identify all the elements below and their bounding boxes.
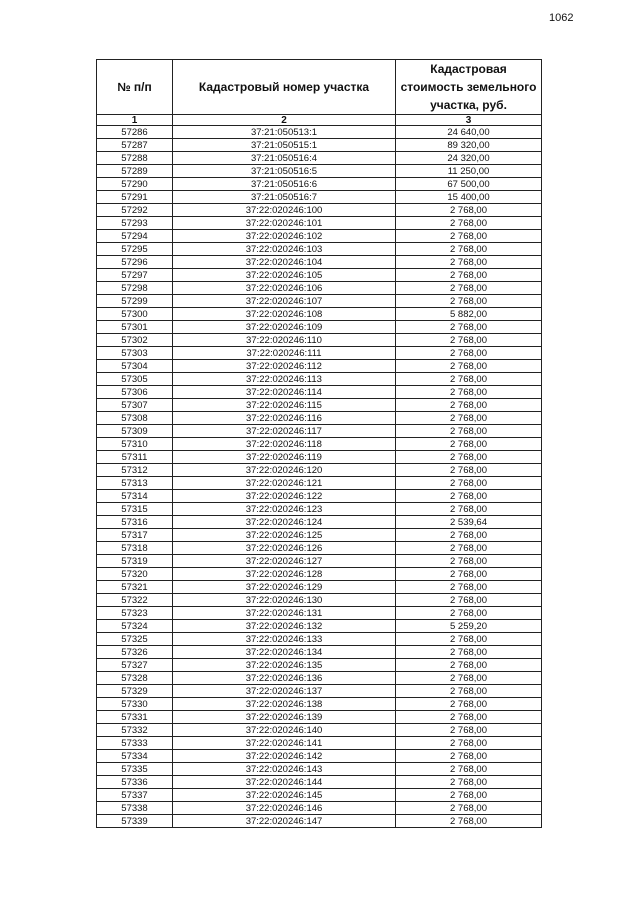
cell-cadastral-value: 11 250,00 — [396, 165, 542, 178]
cell-cadastral-number: 37:22:020246:112 — [173, 360, 396, 373]
table-row — [97, 360, 542, 373]
cell-cadastral-value: 67 500,00 — [396, 178, 542, 191]
cell-cadastral-number: 37:22:020246:134 — [173, 646, 396, 659]
cell-cadastral-value: 2 768,00 — [396, 256, 542, 269]
cell-cadastral-number: 37:21:050516:7 — [173, 191, 396, 204]
cell-cadastral-value: 2 768,00 — [396, 646, 542, 659]
cell-cadastral-value: 89 320,00 — [396, 139, 542, 152]
table-row — [97, 594, 542, 607]
cell-row-number: 57312 — [97, 464, 173, 477]
column-number-row — [97, 115, 542, 126]
cell-cadastral-number: 37:22:020246:144 — [173, 776, 396, 789]
table-row — [97, 165, 542, 178]
cell-cadastral-value: 2 768,00 — [396, 217, 542, 230]
cell-cadastral-value: 2 768,00 — [396, 503, 542, 516]
cell-cadastral-value: 2 768,00 — [396, 451, 542, 464]
cell-row-number: 57327 — [97, 659, 173, 672]
table-row — [97, 139, 542, 152]
table-row — [97, 776, 542, 789]
cell-cadastral-number: 37:22:020246:146 — [173, 802, 396, 815]
cell-cadastral-number: 37:22:020246:121 — [173, 477, 396, 490]
cell-row-number: 57329 — [97, 685, 173, 698]
cell-cadastral-number: 37:22:020246:124 — [173, 516, 396, 529]
cell-cadastral-value: 24 640,00 — [396, 126, 542, 139]
cell-row-number: 57326 — [97, 646, 173, 659]
cell-row-number: 57295 — [97, 243, 173, 256]
table-row — [97, 451, 542, 464]
table-row — [97, 321, 542, 334]
cell-cadastral-value: 2 768,00 — [396, 438, 542, 451]
cell-row-number: 57288 — [97, 152, 173, 165]
cell-cadastral-value: 2 768,00 — [396, 490, 542, 503]
cell-cadastral-value: 2 768,00 — [396, 334, 542, 347]
cell-cadastral-number: 37:21:050516:6 — [173, 178, 396, 191]
cell-cadastral-number: 37:21:050516:5 — [173, 165, 396, 178]
cell-cadastral-value: 2 768,00 — [396, 243, 542, 256]
table-row — [97, 191, 542, 204]
cell-row-number: 57293 — [97, 217, 173, 230]
cell-cadastral-number: 37:22:020246:130 — [173, 594, 396, 607]
cell-cadastral-value: 2 768,00 — [396, 386, 542, 399]
cell-cadastral-number: 37:22:020246:147 — [173, 815, 396, 828]
cell-cadastral-value: 2 768,00 — [396, 269, 542, 282]
cell-row-number: 57330 — [97, 698, 173, 711]
cell-cadastral-number: 37:22:020246:109 — [173, 321, 396, 334]
cell-cadastral-value: 2 768,00 — [396, 295, 542, 308]
table-row — [97, 347, 542, 360]
cell-row-number: 57298 — [97, 282, 173, 295]
cadastral-value-table — [96, 59, 542, 828]
cell-cadastral-number: 37:22:020246:131 — [173, 607, 396, 620]
cell-cadastral-value: 15 400,00 — [396, 191, 542, 204]
table-row — [97, 620, 542, 633]
table-row — [97, 464, 542, 477]
cell-row-number: 57307 — [97, 399, 173, 412]
table-row — [97, 386, 542, 399]
cell-row-number: 57302 — [97, 334, 173, 347]
cell-cadastral-number: 37:22:020246:128 — [173, 568, 396, 581]
table-row — [97, 581, 542, 594]
cell-cadastral-number: 37:22:020246:143 — [173, 763, 396, 776]
table-row — [97, 555, 542, 568]
cell-cadastral-number: 37:22:020246:119 — [173, 451, 396, 464]
table-row — [97, 412, 542, 425]
cell-cadastral-value: 2 768,00 — [396, 581, 542, 594]
cell-cadastral-value: 2 768,00 — [396, 750, 542, 763]
cell-cadastral-number: 37:22:020246:104 — [173, 256, 396, 269]
cell-cadastral-value: 24 320,00 — [396, 152, 542, 165]
cell-row-number: 57328 — [97, 672, 173, 685]
table-row — [97, 750, 542, 763]
cell-cadastral-number: 37:22:020246:114 — [173, 386, 396, 399]
table-row — [97, 399, 542, 412]
table-row — [97, 477, 542, 490]
table-row — [97, 815, 542, 828]
cell-row-number: 57336 — [97, 776, 173, 789]
cell-cadastral-number: 37:22:020246:133 — [173, 633, 396, 646]
table-row — [97, 607, 542, 620]
column-number-2: 2 — [173, 115, 396, 126]
cell-row-number: 57311 — [97, 451, 173, 464]
cell-cadastral-value: 2 768,00 — [396, 711, 542, 724]
cell-cadastral-number: 37:22:020246:102 — [173, 230, 396, 243]
cell-row-number: 57322 — [97, 594, 173, 607]
cell-cadastral-number: 37:22:020246:111 — [173, 347, 396, 360]
cell-cadastral-number: 37:22:020246:126 — [173, 542, 396, 555]
table-row — [97, 178, 542, 191]
cell-cadastral-value: 2 768,00 — [396, 698, 542, 711]
table-row — [97, 230, 542, 243]
table-row — [97, 724, 542, 737]
table-row — [97, 269, 542, 282]
table-row — [97, 217, 542, 230]
cell-row-number: 57304 — [97, 360, 173, 373]
cell-cadastral-number: 37:22:020246:107 — [173, 295, 396, 308]
column-number-1: 1 — [97, 115, 173, 126]
cell-row-number: 57300 — [97, 308, 173, 321]
header-cadastral-number: Кадастровый номер участка — [173, 60, 396, 115]
cell-row-number: 57299 — [97, 295, 173, 308]
cell-cadastral-number: 37:22:020246:142 — [173, 750, 396, 763]
cell-row-number: 57315 — [97, 503, 173, 516]
table-row — [97, 308, 542, 321]
table-row — [97, 789, 542, 802]
cell-cadastral-value: 2 768,00 — [396, 789, 542, 802]
cell-row-number: 57338 — [97, 802, 173, 815]
cell-cadastral-value: 2 768,00 — [396, 815, 542, 828]
cell-row-number: 57306 — [97, 386, 173, 399]
table-row — [97, 204, 542, 217]
cell-cadastral-value: 5 882,00 — [396, 308, 542, 321]
cell-cadastral-number: 37:22:020246:127 — [173, 555, 396, 568]
cell-cadastral-number: 37:22:020246:120 — [173, 464, 396, 477]
cell-cadastral-value: 2 768,00 — [396, 230, 542, 243]
table-row — [97, 152, 542, 165]
cell-cadastral-value: 2 768,00 — [396, 204, 542, 217]
cell-cadastral-value: 2 768,00 — [396, 347, 542, 360]
table-row — [97, 802, 542, 815]
cell-cadastral-value: 2 768,00 — [396, 763, 542, 776]
cell-cadastral-value: 2 768,00 — [396, 568, 542, 581]
cell-cadastral-value: 2 768,00 — [396, 399, 542, 412]
cell-cadastral-number: 37:22:020246:139 — [173, 711, 396, 724]
table-row — [97, 243, 542, 256]
table-row — [97, 646, 542, 659]
table-header-row — [97, 60, 542, 115]
cell-cadastral-number: 37:21:050515:1 — [173, 139, 396, 152]
cell-cadastral-number: 37:22:020246:101 — [173, 217, 396, 230]
cell-cadastral-number: 37:21:050513:1 — [173, 126, 396, 139]
cell-cadastral-number: 37:22:020246:110 — [173, 334, 396, 347]
table-row — [97, 334, 542, 347]
cell-cadastral-number: 37:22:020246:132 — [173, 620, 396, 633]
cell-row-number: 57317 — [97, 529, 173, 542]
cell-cadastral-number: 37:22:020246:140 — [173, 724, 396, 737]
cell-cadastral-value: 2 768,00 — [396, 724, 542, 737]
table-row — [97, 438, 542, 451]
cell-cadastral-number: 37:22:020246:115 — [173, 399, 396, 412]
table-row — [97, 529, 542, 542]
cell-row-number: 57303 — [97, 347, 173, 360]
cell-row-number: 57334 — [97, 750, 173, 763]
cell-cadastral-value: 2 768,00 — [396, 672, 542, 685]
cell-cadastral-number: 37:22:020246:138 — [173, 698, 396, 711]
cell-cadastral-number: 37:22:020246:106 — [173, 282, 396, 295]
cell-cadastral-value: 2 768,00 — [396, 555, 542, 568]
cell-row-number: 57331 — [97, 711, 173, 724]
cell-cadastral-number: 37:22:020246:103 — [173, 243, 396, 256]
cell-row-number: 57289 — [97, 165, 173, 178]
cell-cadastral-value: 2 768,00 — [396, 607, 542, 620]
cell-row-number: 57291 — [97, 191, 173, 204]
cell-cadastral-value: 2 768,00 — [396, 776, 542, 789]
cell-row-number: 57335 — [97, 763, 173, 776]
cell-cadastral-number: 37:22:020246:125 — [173, 529, 396, 542]
table-row — [97, 698, 542, 711]
table-row — [97, 763, 542, 776]
cell-cadastral-number: 37:22:020246:118 — [173, 438, 396, 451]
cell-row-number: 57320 — [97, 568, 173, 581]
cell-row-number: 57308 — [97, 412, 173, 425]
cell-row-number: 57294 — [97, 230, 173, 243]
cell-cadastral-value: 2 768,00 — [396, 373, 542, 386]
table-row — [97, 737, 542, 750]
cell-cadastral-value: 2 768,00 — [396, 282, 542, 295]
cell-cadastral-value: 2 768,00 — [396, 685, 542, 698]
cell-row-number: 57316 — [97, 516, 173, 529]
cell-cadastral-number: 37:22:020246:129 — [173, 581, 396, 594]
cell-row-number: 57333 — [97, 737, 173, 750]
cell-row-number: 57290 — [97, 178, 173, 191]
cell-row-number: 57301 — [97, 321, 173, 334]
cell-row-number: 57286 — [97, 126, 173, 139]
cell-row-number: 57323 — [97, 607, 173, 620]
cell-cadastral-value: 2 768,00 — [396, 659, 542, 672]
cell-cadastral-number: 37:22:020246:116 — [173, 412, 396, 425]
table-row — [97, 633, 542, 646]
table-row — [97, 490, 542, 503]
table-row — [97, 659, 542, 672]
cell-row-number: 57305 — [97, 373, 173, 386]
cell-row-number: 57297 — [97, 269, 173, 282]
cell-cadastral-value: 2 768,00 — [396, 412, 542, 425]
cell-row-number: 57309 — [97, 425, 173, 438]
cell-cadastral-value: 2 768,00 — [396, 360, 542, 373]
cell-row-number: 57287 — [97, 139, 173, 152]
cell-cadastral-value: 2 768,00 — [396, 633, 542, 646]
cell-row-number: 57325 — [97, 633, 173, 646]
cell-cadastral-value: 2 768,00 — [396, 802, 542, 815]
cell-row-number: 57292 — [97, 204, 173, 217]
cell-cadastral-number: 37:22:020246:122 — [173, 490, 396, 503]
cell-cadastral-value: 2 768,00 — [396, 321, 542, 334]
table-row — [97, 503, 542, 516]
cell-cadastral-number: 37:22:020246:137 — [173, 685, 396, 698]
table-row — [97, 685, 542, 698]
table-row — [97, 295, 542, 308]
table-row — [97, 711, 542, 724]
table-row — [97, 568, 542, 581]
table-body — [97, 126, 542, 828]
cell-cadastral-value: 2 768,00 — [396, 594, 542, 607]
cell-row-number: 57318 — [97, 542, 173, 555]
column-number-3: 3 — [396, 115, 542, 126]
cell-cadastral-number: 37:21:050516:4 — [173, 152, 396, 165]
cell-cadastral-number: 37:22:020246:117 — [173, 425, 396, 438]
cell-cadastral-number: 37:22:020246:145 — [173, 789, 396, 802]
table-row — [97, 542, 542, 555]
cell-row-number: 57314 — [97, 490, 173, 503]
cell-cadastral-value: 2 768,00 — [396, 542, 542, 555]
cell-cadastral-number: 37:22:020246:108 — [173, 308, 396, 321]
header-row-number: № п/п — [97, 60, 173, 115]
cell-row-number: 57310 — [97, 438, 173, 451]
cell-row-number: 57337 — [97, 789, 173, 802]
cell-row-number: 57321 — [97, 581, 173, 594]
cell-cadastral-number: 37:22:020246:123 — [173, 503, 396, 516]
cell-row-number: 57332 — [97, 724, 173, 737]
cell-cadastral-value: 2 768,00 — [396, 737, 542, 750]
cell-cadastral-number: 37:22:020246:100 — [173, 204, 396, 217]
table-row — [97, 126, 542, 139]
cell-cadastral-number: 37:22:020246:136 — [173, 672, 396, 685]
table-row — [97, 282, 542, 295]
cell-row-number: 57319 — [97, 555, 173, 568]
cell-cadastral-value: 2 539,64 — [396, 516, 542, 529]
cell-cadastral-number: 37:22:020246:105 — [173, 269, 396, 282]
table-row — [97, 373, 542, 386]
cell-cadastral-value: 2 768,00 — [396, 464, 542, 477]
cell-cadastral-value: 5 259,20 — [396, 620, 542, 633]
table-row — [97, 672, 542, 685]
cell-cadastral-number: 37:22:020246:113 — [173, 373, 396, 386]
page-number: 1062 — [549, 12, 574, 24]
table-row — [97, 516, 542, 529]
cell-row-number: 57313 — [97, 477, 173, 490]
table-row — [97, 256, 542, 269]
cell-row-number: 57296 — [97, 256, 173, 269]
cell-cadastral-value: 2 768,00 — [396, 529, 542, 542]
cell-row-number: 57339 — [97, 815, 173, 828]
cell-cadastral-number: 37:22:020246:141 — [173, 737, 396, 750]
cell-cadastral-number: 37:22:020246:135 — [173, 659, 396, 672]
cell-cadastral-value: 2 768,00 — [396, 425, 542, 438]
table-row — [97, 425, 542, 438]
header-cadastral-value: Кадастровая стоимость земельного участка, руб. — [396, 60, 542, 115]
cell-row-number: 57324 — [97, 620, 173, 633]
cell-cadastral-value: 2 768,00 — [396, 477, 542, 490]
